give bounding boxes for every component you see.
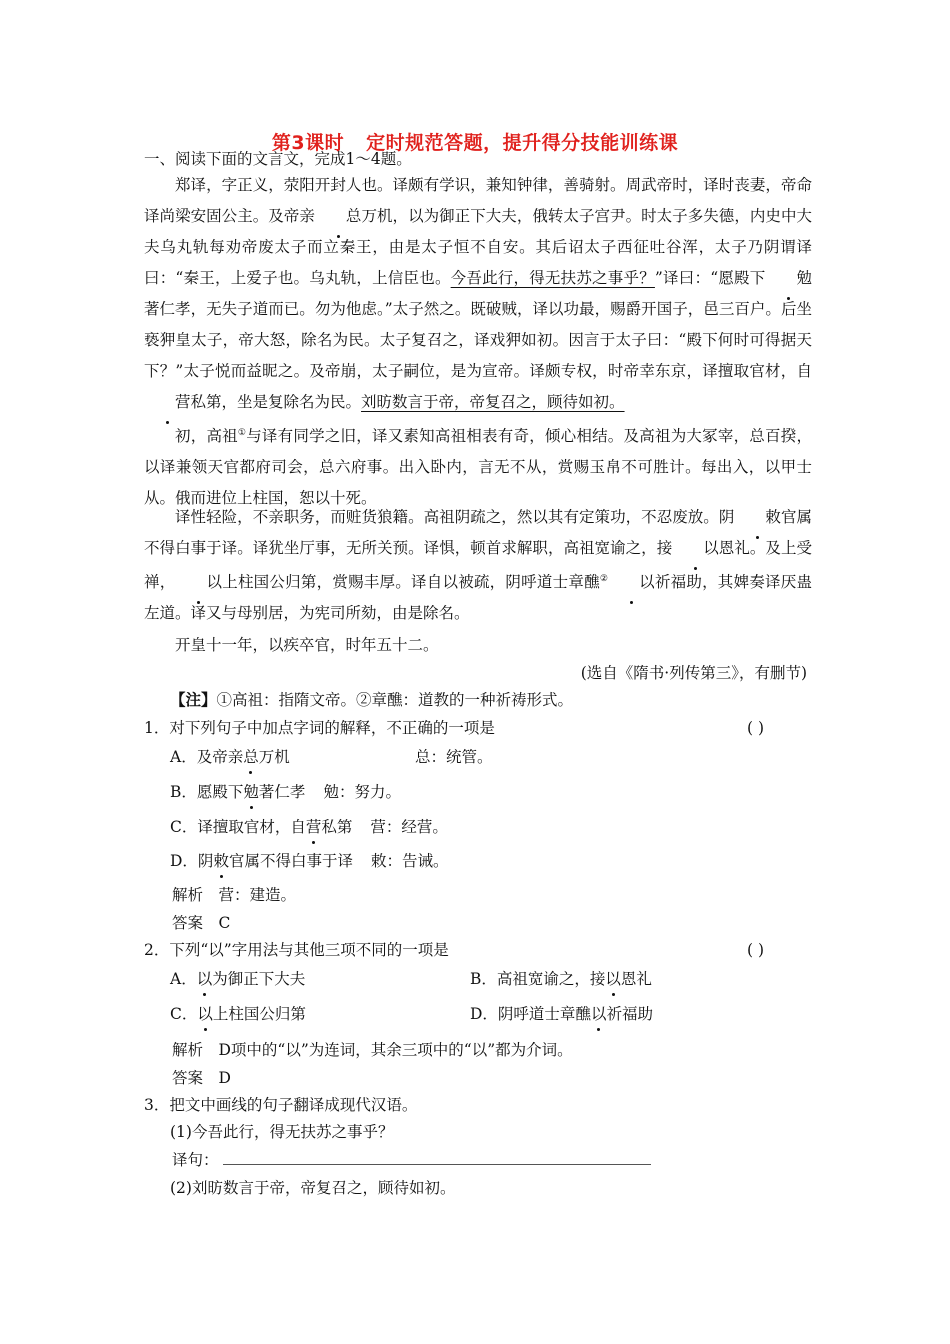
dotted-character: 敕 — [213, 852, 229, 870]
q2-option-b: B．高祖宽谕之，接以恩礼 — [470, 970, 652, 988]
answer-blank-2: ( ) — [747, 941, 765, 959]
dotted-character: 总 — [243, 748, 259, 766]
dotted-character: 总 — [315, 201, 362, 232]
underlined-sentence-2: 刘昉数言于帝，帝复召之，顾待如初。 — [361, 393, 625, 411]
footnote-marker: ② — [599, 574, 609, 584]
dotted-character: 以 — [197, 1005, 213, 1023]
dotted-character: 以 — [672, 533, 719, 564]
q2-option-c: C．以上柱国公归第 — [170, 1005, 306, 1023]
translation-blank[interactable] — [223, 1150, 651, 1165]
q2-answer: 答案 D — [172, 1069, 231, 1087]
q1-option-b: B．愿殿下勉著仁孝 勉：努力。 — [170, 783, 401, 801]
dotted-character: 营 — [305, 818, 322, 836]
footnote: 【注】①高祖：指隋文帝。②章醮：道教的一种祈祷形式。 — [170, 690, 574, 709]
dotted-character: 以 — [196, 970, 213, 988]
q3-sentence-1: (1)今吾此行，得无扶苏之事乎？ — [170, 1123, 394, 1141]
q3-sentence-2: (2)刘昉数言于帝，帝复召之，顾待如初。 — [170, 1179, 456, 1197]
q3-translation-line: 译句： — [172, 1149, 651, 1171]
lesson-number: 第3课时 — [271, 132, 345, 154]
q1-option-a-explanation: 总：统管。 — [415, 748, 493, 766]
passage-paragraph-4: 开皇十一年，以疾卒官，时年五十二。 — [175, 636, 439, 654]
q1-answer: 答案 C — [172, 914, 231, 932]
passage-paragraph-3: 译性轻险，不亲职务，而赃货狼籍。高祖阴疏之，然以其有定策功，不忍废放。阴 敕官属不得白事于译。译犹坐厅事，无所关预。译惧，顿首求解职，高祖宽谕之，接 以恩礼。及上受禅， 以上柱国公归第，赏赐丰厚。译自以被疏，阴呼道士章醮② 以祈福助，其婢奏译厌蛊左道。译又与母别居，为宪司所劾，由是除名。 — [144, 502, 812, 629]
q1-option-a: A．及帝亲总万机 — [170, 748, 290, 766]
question-3-stem: 3．把文中画线的句子翻译成现代汉语。 — [144, 1096, 418, 1114]
q2-analysis: 解析 D项中的“以”为连词，其余三项中的“以”都为介词。 — [172, 1041, 573, 1059]
underlined-sentence-1: 今吾此行，得无扶苏之事乎？ — [450, 269, 655, 287]
question-2-stem: 2．下列“以”字用法与其他三项不同的一项是 — [144, 941, 449, 959]
passage-paragraph-2: 初，高祖①与译有同学之旧，译又素知高祖相表有奇，倾心相结。及高祖为大冢宰，总百揆，以译兼领天官都府司会，总六府事。出入卧内，言无不从，赏赐玉帛不可胜计。每出入，以甲士从。俄而进位上柱国，恕以十死。 — [144, 427, 812, 507]
dotted-character: 以 — [175, 567, 222, 598]
dotted-character: 勉 — [243, 783, 259, 801]
q1-option-d: D．阴敕官属不得白事于译 敕：告诫。 — [170, 852, 449, 870]
dotted-character: 营 — [144, 387, 191, 418]
source-citation: (选自《隋书·列传第三》，有删节) — [580, 664, 807, 682]
footnote-marker: ① — [237, 428, 247, 438]
note-label: 【注】 — [170, 690, 217, 709]
q2-option-d: D．阴呼道士章醮以祈福助 — [470, 1005, 653, 1023]
page-title — [0, 128, 950, 155]
q1-analysis: 解析 营：建造。 — [172, 886, 297, 904]
dotted-character: 敕 — [734, 502, 781, 533]
q1-option-c: C．译擅取官材，自营私第 营：经营。 — [170, 818, 448, 836]
dotted-character: 以 — [608, 567, 655, 598]
dotted-character: 勉 — [765, 263, 812, 294]
dotted-character: 以 — [605, 970, 621, 988]
q2-option-a: A．以为御正下大夫 — [170, 970, 306, 988]
section-heading: 一、阅读下面的文言文，完成1～4题。 — [144, 150, 412, 168]
question-1-stem: 1．对下列句子中加点字词的解释，不正确的一项是 — [144, 719, 495, 737]
dotted-character: 以 — [590, 1005, 607, 1023]
passage-paragraph-1: 郑译，字正义，荥阳开封人也。译颇有学识，兼知钟律，善骑射。周武帝时，译时丧妻，帝命译尚梁安固公主。及帝亲 总万机，以为御正下大夫，俄转太子宫尹。时太子多失德，内史中大夫乌丸轨每劝帝废太子而立秦王，由是太子恒不自安。其后诏太子西征吐谷浑，太子乃阴谓译曰：“秦王，上爱子也。乌丸轨，上信臣也。今吾此行，得无扶苏之事乎？”译曰：“愿殿下 勉著仁孝，无失子道而已。勿为他虑。”太子然之。既破贼，译以功最，赐爵开国子，邑三百户。后坐亵狎皇太子，帝大怒，除名为民。太子复召之，译戏狎如初。因言于太子曰：“殿下何时可得据天下？”太子悦而益昵之。及帝崩，太子嗣位，是为宣帝。译颇专权，时帝幸东京，译擅取官材，自营私第，坐是复除名为民。刘昉数言于帝，帝复召之，顾待如初。 — [144, 170, 812, 418]
lesson-subtitle: 定时规范答题，提升得分技能训练课 — [366, 132, 679, 154]
answer-blank-1: ( ) — [747, 719, 765, 737]
